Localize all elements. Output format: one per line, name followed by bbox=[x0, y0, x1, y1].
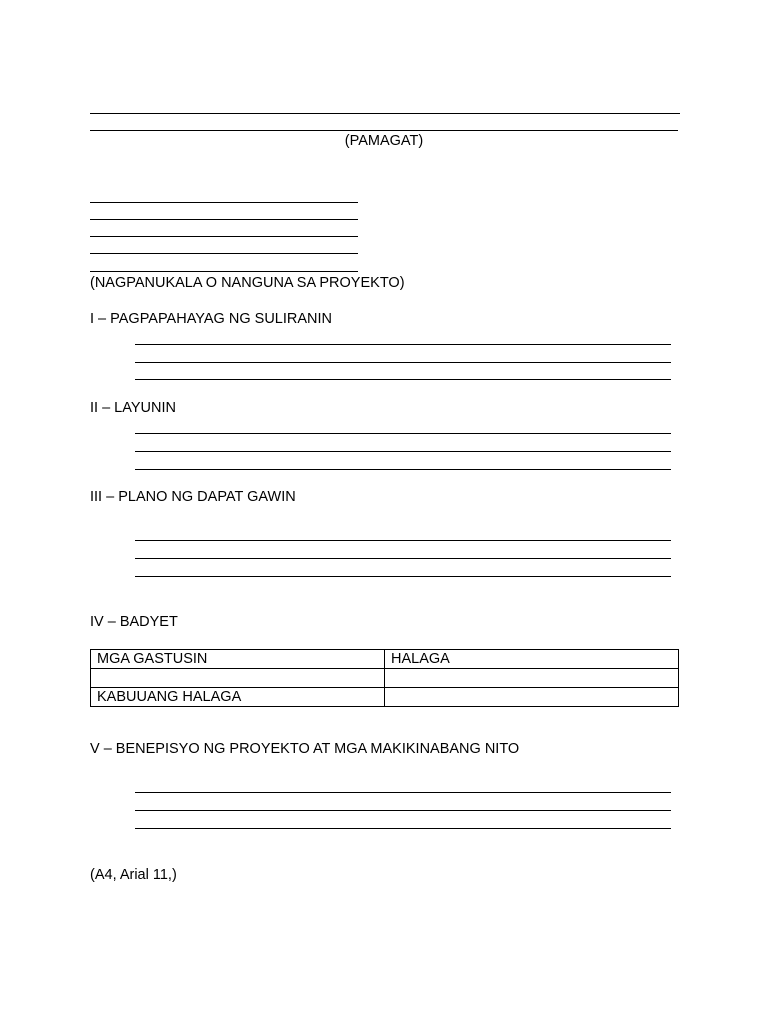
title-line-2 bbox=[90, 130, 678, 131]
section-heading-3: III – PLANO NG DAPAT GAWIN bbox=[90, 489, 296, 505]
section-2-line-3 bbox=[135, 469, 671, 470]
section-heading-4: IV – BADYET bbox=[90, 614, 178, 630]
section-1-line-1 bbox=[135, 344, 671, 345]
section-3-line-2 bbox=[135, 558, 671, 559]
budget-cell-total-amount bbox=[385, 688, 679, 707]
table-row bbox=[91, 669, 679, 688]
section-5-line-1 bbox=[135, 792, 671, 793]
section-heading-1: I – PAGPAPAHAYAG NG SULIRANIN bbox=[90, 311, 332, 327]
proponent-label: (NAGPANUKALA O NANGUNA SA PROYEKTO) bbox=[90, 275, 405, 291]
budget-cell-total-label: KABUUANG HALAGA bbox=[91, 688, 385, 707]
section-2-line-2 bbox=[135, 451, 671, 452]
section-3-line-1 bbox=[135, 540, 671, 541]
budget-table bbox=[90, 649, 679, 707]
format-note: (A4, Arial 11,) bbox=[90, 867, 177, 883]
proponent-line-4 bbox=[90, 253, 358, 254]
budget-cell-expense-item bbox=[91, 669, 385, 688]
section-3-line-3 bbox=[135, 576, 671, 577]
section-5-line-2 bbox=[135, 810, 671, 811]
proponent-line-3 bbox=[90, 236, 358, 237]
table-row bbox=[91, 688, 679, 707]
section-heading-5: V – BENEPISYO NG PROYEKTO AT MGA MAKIKINABANG NITO bbox=[90, 741, 520, 757]
title-placeholder-label: (PAMAGAT) bbox=[344, 133, 424, 149]
title-line-1 bbox=[90, 113, 680, 114]
section-2-line-1 bbox=[135, 433, 671, 434]
section-1-line-2 bbox=[135, 362, 671, 363]
section-heading-2: II – LAYUNIN bbox=[90, 400, 176, 416]
proponent-line-1 bbox=[90, 202, 358, 203]
budget-header-expenses: MGA GASTUSIN bbox=[91, 650, 385, 669]
section-1-line-3 bbox=[135, 379, 671, 380]
table-row bbox=[91, 650, 679, 669]
budget-cell-expense-amount bbox=[385, 669, 679, 688]
proponent-line-2 bbox=[90, 219, 358, 220]
budget-header-amount: HALAGA bbox=[385, 650, 679, 669]
section-5-line-3 bbox=[135, 828, 671, 829]
proponent-line-5 bbox=[90, 271, 358, 272]
